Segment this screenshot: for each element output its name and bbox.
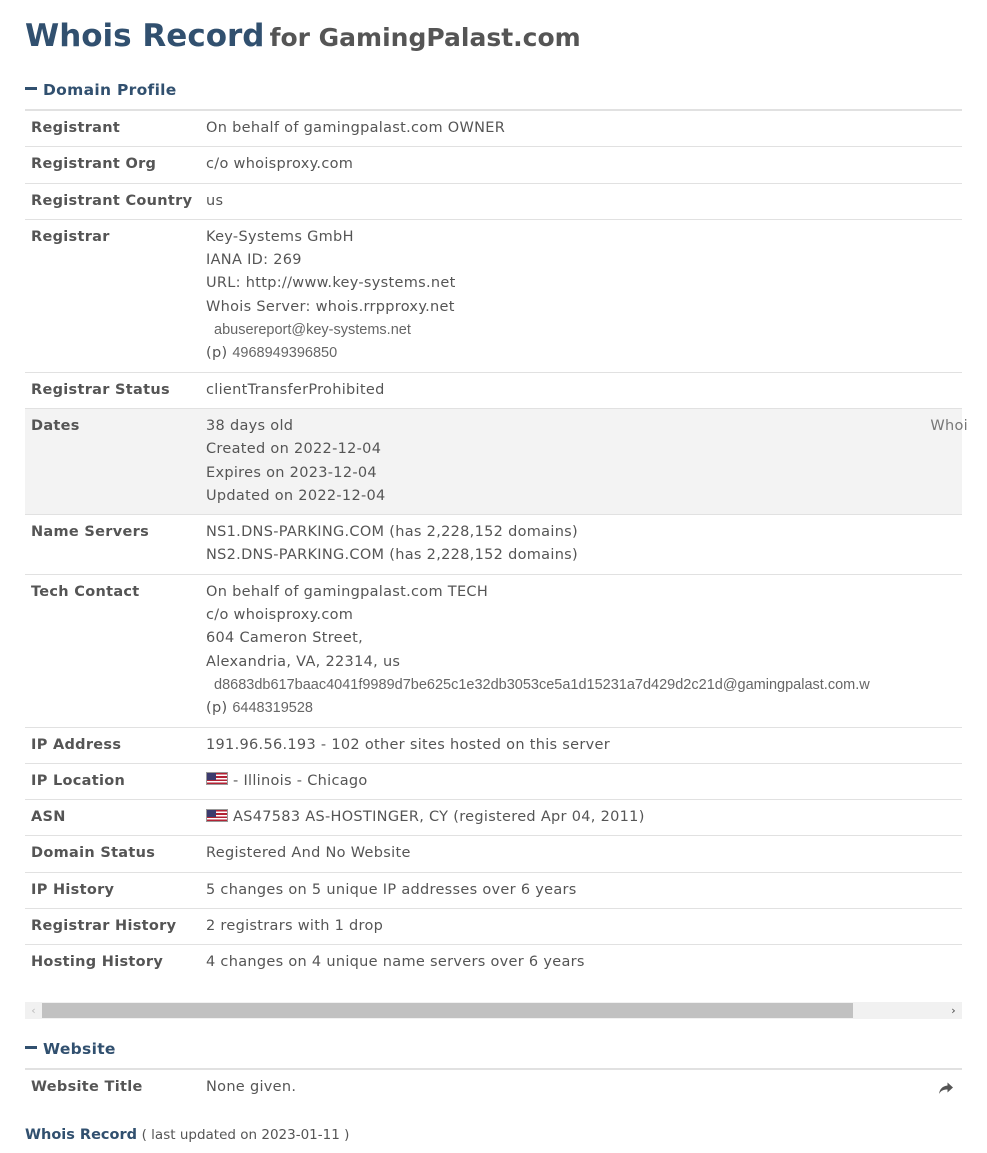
label-domain-status: Domain Status <box>31 845 156 862</box>
row-dates <box>25 409 968 515</box>
label-hosting-history: Hosting History <box>31 954 164 971</box>
value-hosting-history[interactable]: 4 changes on 4 unique name servers over 6 years <box>206 954 585 971</box>
label-registrar-status: Registrar Status <box>31 381 170 398</box>
website-table <box>25 1068 962 1105</box>
label-ip-location: IP Location <box>31 772 126 789</box>
row-tech-contact <box>25 575 962 728</box>
value-registrar <box>206 220 962 372</box>
tech-contact-street: 604 Cameron Street, <box>206 630 364 647</box>
registrar-iana: IANA ID: 269 <box>206 252 302 269</box>
collapse-minus-icon <box>25 1046 37 1049</box>
label-registrant-org: Registrant Org <box>31 156 157 173</box>
label-ip-history: IP History <box>31 881 115 898</box>
horizontal-scrollbar[interactable] <box>25 1002 962 1019</box>
row-domain-status <box>25 836 962 872</box>
row-ip-location <box>25 764 962 800</box>
value-registrar-status: clientTransferProhibited <box>206 381 385 398</box>
row-website-title <box>25 1070 962 1105</box>
label-ip-address: IP Address <box>31 736 122 753</box>
value-ip-location <box>206 764 962 799</box>
section-title-domain-profile: Domain Profile <box>43 81 177 99</box>
us-flag-icon <box>206 809 228 822</box>
row-ip-history <box>25 873 962 909</box>
page-title-main: Whois Record <box>25 18 265 54</box>
value-tech-contact <box>206 575 962 727</box>
row-hosting-history <box>25 945 962 980</box>
value-asn <box>206 800 962 835</box>
name-server-1-link[interactable]: NS1.DNS-PARKING.COM (has 2,228,152 domains) <box>206 524 578 541</box>
row-asn <box>25 800 962 836</box>
registrar-phone-line <box>206 342 962 365</box>
section-toggle-domain-profile[interactable] <box>25 79 177 101</box>
value-name-servers <box>206 515 962 574</box>
scroll-left-icon[interactable]: ‹ <box>31 1004 36 1017</box>
value-registrar-history[interactable]: 2 registrars with 1 drop <box>206 918 384 935</box>
tech-contact-phone-prefix: (p) <box>206 700 228 717</box>
registrar-url: URL: http://www.key-systems.net <box>206 275 456 292</box>
tech-contact-email: d8683db617baac4041f9989d7be625c1e32db3053ce5a1d15231a7d429d2c21d@gamingpalast.com.w <box>214 676 870 693</box>
page-title <box>25 16 581 61</box>
tech-contact-phone: 6448319528 <box>232 700 313 717</box>
tech-contact-city: Alexandria, VA, 22314, us <box>206 653 401 670</box>
value-registrant-org: c/o whoisproxy.com <box>206 156 354 173</box>
row-registrant-org <box>25 147 962 183</box>
row-registrant <box>25 111 962 147</box>
label-registrant-country: Registrant Country <box>31 192 193 209</box>
value-ip-address[interactable]: 191.96.56.193 - 102 other sites hosted on this server <box>206 736 610 753</box>
row-registrar <box>25 220 962 373</box>
label-name-servers: Name Servers <box>31 524 150 541</box>
label-website-title: Website Title <box>31 1079 143 1095</box>
footer-whois-record-link[interactable]: Whois Record <box>25 1127 138 1143</box>
value-dates <box>206 409 968 514</box>
scroll-right-icon[interactable]: › <box>951 1004 956 1017</box>
label-asn: ASN <box>31 809 66 826</box>
domain-profile-table <box>25 109 968 981</box>
scrollbar-thumb[interactable] <box>42 1003 853 1018</box>
registrar-name: Key-Systems GmbH <box>206 228 354 245</box>
label-dates: Dates <box>31 417 80 434</box>
value-ip-history[interactable]: 5 changes on 5 unique IP addresses over 6 years <box>206 881 577 898</box>
registrar-phone-prefix: (p) <box>206 345 228 362</box>
value-domain-status: Registered And No Website <box>206 845 411 862</box>
row-registrar-status <box>25 373 962 409</box>
tech-contact-phone-line <box>206 697 962 720</box>
label-registrant: Registrant <box>31 120 121 136</box>
page-title-domain: for GamingPalast.com <box>269 23 581 52</box>
dates-age: 38 days old <box>206 417 294 434</box>
section-toggle-website[interactable] <box>25 1038 116 1060</box>
footer-last-updated <box>25 1125 349 1145</box>
tech-contact-org: c/o whoisproxy.com <box>206 607 354 624</box>
dates-updated: Updated on 2022-12-04 <box>206 487 386 504</box>
label-registrar: Registrar <box>31 228 110 245</box>
tech-contact-name: On behalf of gamingpalast.com TECH <box>206 583 489 600</box>
dates-created: Created on 2022-12-04 <box>206 441 382 458</box>
label-registrar-history: Registrar History <box>31 918 177 935</box>
section-title-website: Website <box>43 1040 116 1058</box>
dates-expires: Expires on 2023-12-04 <box>206 464 377 481</box>
collapse-minus-icon <box>25 87 37 90</box>
registrar-whois-server: Whois Server: whois.rrpproxy.net <box>206 298 455 315</box>
registrar-phone: 4968949396850 <box>232 345 338 362</box>
value-registrant-country: us <box>206 192 224 209</box>
asn-text: AS47583 AS-HOSTINGER, CY (registered Apr 04, 2011) <box>233 809 645 826</box>
label-tech-contact: Tech Contact <box>31 583 140 600</box>
share-arrow-icon[interactable] <box>938 1080 954 1096</box>
ip-location-text: - Illinois - Chicago <box>233 772 368 789</box>
registrar-email: abusereport@key-systems.net <box>214 322 411 339</box>
row-name-servers <box>25 515 962 575</box>
dates-right-cutoff-text: Whoi <box>930 417 968 434</box>
footer-last-updated-text: ( last updated on 2023-01-11 ) <box>141 1127 350 1143</box>
value-website-title: None given. <box>206 1079 297 1095</box>
value-registrant: On behalf of gamingpalast.com OWNER <box>206 120 506 136</box>
name-server-2-link[interactable]: NS2.DNS-PARKING.COM (has 2,228,152 domains) <box>206 547 578 564</box>
us-flag-icon <box>206 772 228 785</box>
row-registrant-country <box>25 184 962 220</box>
row-registrar-history <box>25 909 962 945</box>
row-ip-address <box>25 728 962 764</box>
